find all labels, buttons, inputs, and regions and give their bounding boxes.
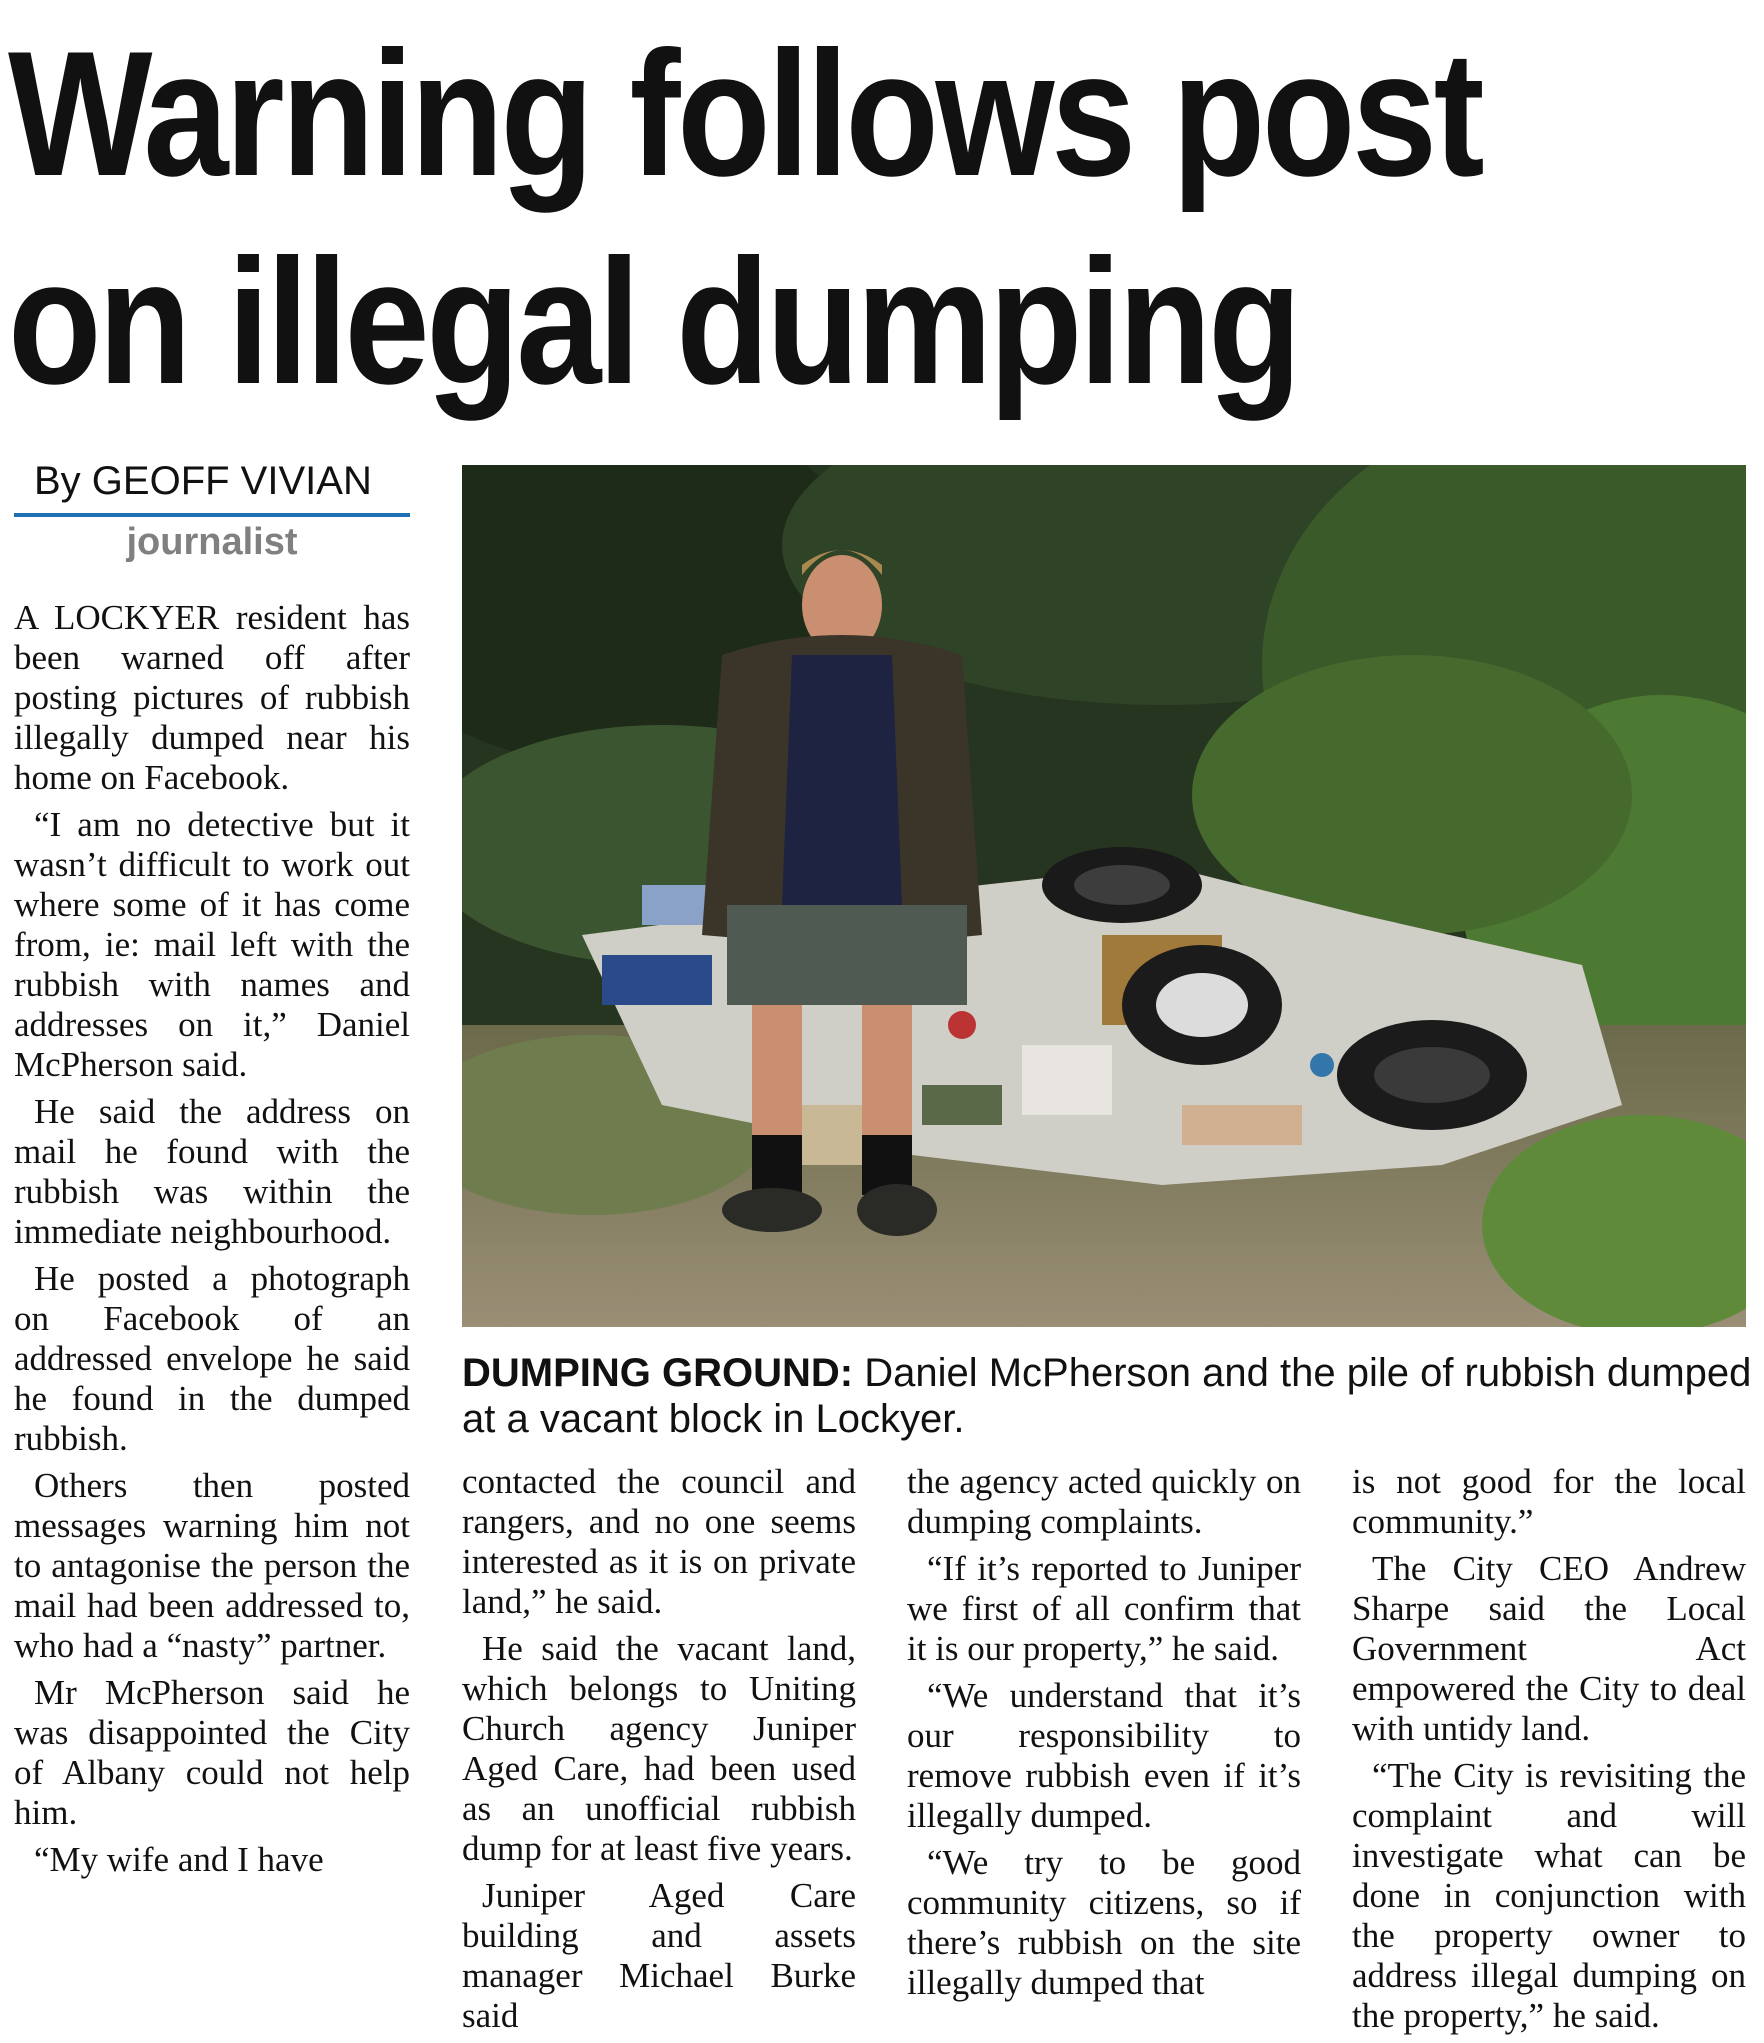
- article-paragraph: the agency acted quickly on dumping complaints.: [907, 1462, 1301, 1541]
- article-paragraph: Others then posted messages warning him not to antagonise the person the mail had been addressed to, who had a “nasty” partner.: [14, 1466, 410, 1665]
- article-paragraph: “We understand that it’s our responsibility to remove rubbish even if it’s illegally dumped.: [907, 1676, 1301, 1835]
- photo-caption: [462, 1350, 1752, 1442]
- article-paragraph: contacted the council and rangers, and no one seems interested as it is on private land,” he said.: [462, 1462, 856, 1621]
- article-column-4: [1352, 1462, 1746, 2043]
- article-column-3: [907, 1462, 1301, 2010]
- article-paragraph: “My wife and I have: [34, 1840, 324, 1879]
- article-paragraph: He posted a photograph on Facebook of an addressed envelope he said he found in the dumped rubbish.: [14, 1259, 410, 1458]
- caption-text: Daniel McPherson and the pile of rubbish dumped at a vacant block in Lockyer.: [462, 1351, 1752, 1441]
- article-paragraph: Mr McPherson said he was disappointed the City of Albany could not help him.: [14, 1673, 410, 1832]
- article-column-2: [462, 1462, 856, 2043]
- article-paragraph: The City CEO Andrew Sharpe said the Local Government Act empowered the City to deal with untidy land.: [1352, 1549, 1746, 1748]
- byline-divider: [14, 513, 410, 517]
- byline-author: By GEOFF VIVIAN: [34, 459, 372, 503]
- headline-line-2: on illegal dumping: [8, 222, 1299, 421]
- caption-label: DUMPING GROUND:: [462, 1351, 854, 1395]
- news-photo: [462, 465, 1746, 1327]
- byline-role: journalist: [126, 521, 298, 563]
- photo-illustration: [462, 465, 1746, 1327]
- article-paragraph: Juniper Aged Care building and assets manager Michael Burke said: [462, 1876, 856, 2035]
- article-paragraph: “I am no detective but it wasn’t difficult to work out where some of it has come from, ie: mail left with the rubbish with names and addresses on it,” Daniel McPherson said.: [14, 805, 410, 1084]
- article-paragraph: He said the address on mail he found with the rubbish was within the immediate neighbourhood.: [14, 1092, 410, 1251]
- article-paragraph: is not good for the local community.”: [1352, 1462, 1746, 1541]
- headline: [8, 10, 1513, 426]
- article-paragraph: “We try to be good community citizens, so if there’s rubbish on the site illegally dumped that: [907, 1843, 1301, 2002]
- byline: [14, 455, 410, 564]
- article-paragraph: “The City is revisiting the complaint and will investigate what can be done in conjunction with the property owner to address illegal dumping on the property,” he said.: [1352, 1756, 1746, 2035]
- article-paragraph: He said the vacant land, which belongs to Uniting Church agency Juniper Aged Care, had been used as an unofficial rubbish dump for at least five years.: [462, 1629, 856, 1868]
- article-column-1: [14, 598, 410, 1887]
- headline-line-1: Warning follows post: [8, 14, 1482, 213]
- article-paragraph: “If it’s reported to Juniper we first of all confirm that it is our property,” he said.: [907, 1549, 1301, 1668]
- article-paragraph: A LOCKYER resident has been warned off after posting pictures of rubbish illegally dumped near his home on Facebook.: [14, 598, 410, 797]
